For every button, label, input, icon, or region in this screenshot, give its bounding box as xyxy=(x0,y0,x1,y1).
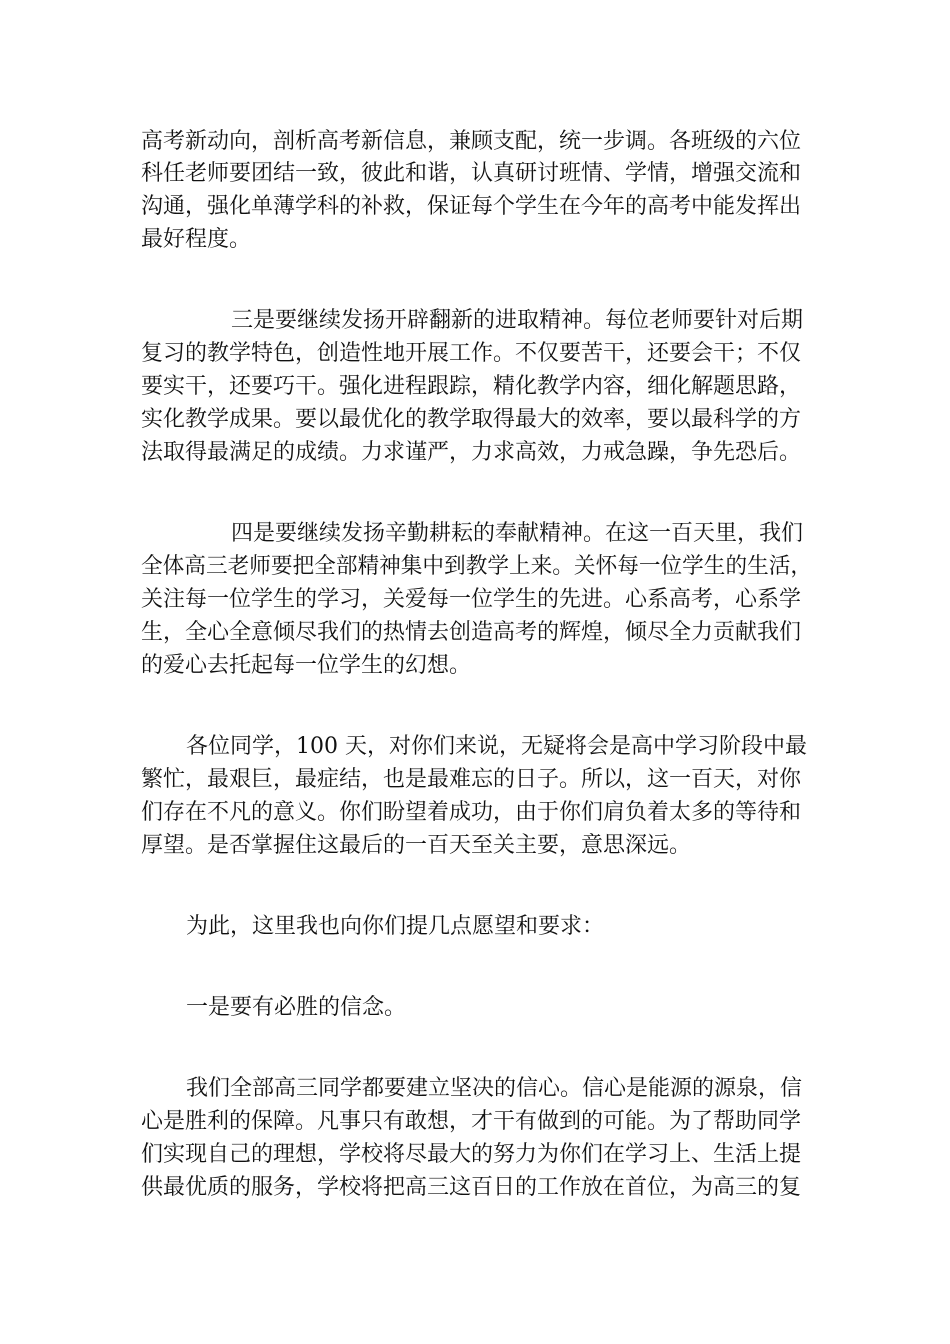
text-line: 一是要有必胜的信念。 xyxy=(186,995,407,1020)
text-line: 心是胜利的保障。凡事只有敢想，才干有做到的可能。为了帮助同学 xyxy=(141,1109,802,1134)
text-line: 们存在不凡的意义。你们盼望着成功，由于你们肩负着太多的等待和 xyxy=(141,800,802,825)
text-line: 法取得最满足的成绩。力求谨严，力求高效，力戒急躁，争先恐后。 xyxy=(141,440,802,465)
text-line: 我们全部高三同学都要建立坚决的信心。信心是能源的源泉，信 xyxy=(186,1076,803,1101)
text-line: 生，全心全意倾尽我们的热情去创造高考的辉煌，倾尽全力贡献我们 xyxy=(141,620,802,645)
text-line: 们实现自己的理想，学校将尽最大的努力为你们在学习上、生活上提 xyxy=(141,1142,802,1167)
text-line: 厚望。是否掌握住这最后的一百天至关主要，意思深远。 xyxy=(141,833,692,858)
text-line: 实化教学成果。要以最优化的教学取得最大的效率，要以最科学的方 xyxy=(141,407,802,432)
text-line: 的爱心去托起每一位学生的幻想。 xyxy=(141,653,472,678)
text-line: 各位同学，100 天，对你们来说，无疑将会是高中学习阶段中最 xyxy=(186,734,807,759)
text-line: 科任老师要团结一致，彼此和谐，认真研讨班情、学情，增强交流和 xyxy=(141,161,802,186)
text-line: 要实干，还要巧干。强化进程跟踪，精化教学内容，细化解题思路， xyxy=(141,374,802,399)
text-line: 沟通，强化单薄学科的补救，保证每个学生在今年的高考中能发挥出 xyxy=(141,194,802,219)
text-line: 关注每一位学生的学习，关爱每一位学生的先进。心系高考，心系学 xyxy=(141,587,802,612)
text-line: 最好程度。 xyxy=(141,227,252,252)
text-line: 三是要继续发扬开辟翻新的进取精神。每位老师要针对后期 xyxy=(231,308,804,333)
text-line: 供最优质的服务，学校将把高三这百日的工作放在首位，为高三的复 xyxy=(141,1175,802,1200)
text-line: 高考新动向，剖析高考新信息，兼顾支配，统一步调。各班级的六位 xyxy=(141,129,802,154)
text-line: 繁忙，最艰巨，最症结，也是最难忘的日子。所以，这一百天，对你 xyxy=(141,767,802,792)
text-line: 复习的教学特色，创造性地开展工作。不仅要苦干，还要会干；不仅 xyxy=(141,341,802,366)
text-line: 四是要继续发扬辛勤耕耘的奉献精神。在这一百天里，我们 xyxy=(231,521,804,546)
text-line: 为此，这里我也向你们提几点愿望和要求： xyxy=(186,914,605,939)
text-line: 全体高三老师要把全部精神集中到教学上来。关怀每一位学生的生活， xyxy=(141,554,813,579)
